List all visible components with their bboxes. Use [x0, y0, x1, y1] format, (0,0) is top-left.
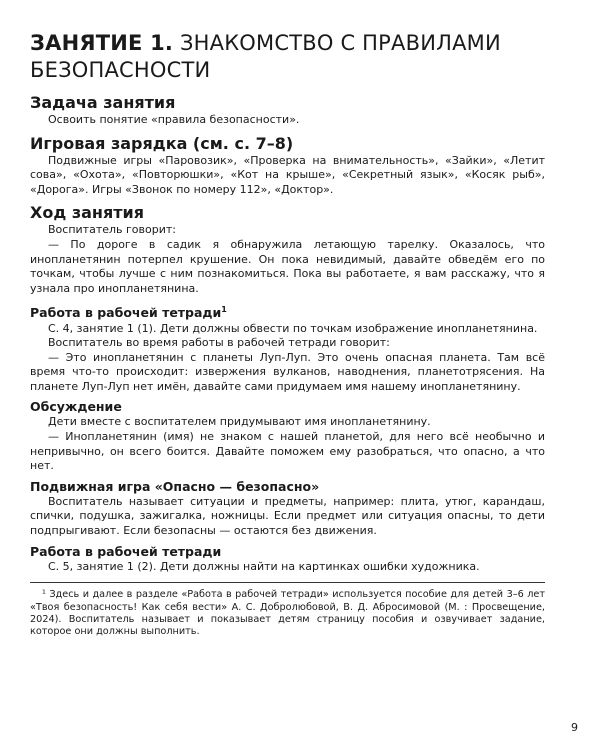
subsection-heading: Подвижная игра «Опасно — безопасно»	[30, 478, 320, 494]
section-task	[30, 93, 545, 128]
subsection-workbook-2	[30, 544, 545, 575]
page-number: 9	[571, 721, 578, 734]
footnote-divider	[30, 582, 545, 583]
section-heading: Ход занятия	[30, 203, 144, 223]
subsection-heading: Работа в рабочей тетради$^1$	[30, 305, 227, 321]
page-title	[30, 30, 545, 84]
paragraph: — Инопланетянин (имя) не знаком с нашей планетой, для него всё необычно и непривычно, он всего боится. Давайте поможем ему разобраться, что опасно, а что нет.	[30, 430, 545, 473]
lesson-title-text: ЗНАКОМСТВО С ПРАВИЛАМИ БЕЗОПАСНОСТИ	[30, 31, 501, 82]
subsection-discussion	[30, 399, 545, 473]
subsection-game	[30, 479, 545, 539]
paragraph: Подвижные игры «Паровозик», «Проверка на внимательность», «Зайки», «Летит сова», «Охота», «Повторюшки», «Кот на крыше», «Секретный язык», «Косяк рыб», «Дорога». Игры «Звонок по номеру 112», «Доктор».	[30, 153, 545, 196]
paragraph: Воспитатель во время работы в рабочей тетради говорит:	[48, 336, 390, 350]
paragraph: Освоить понятие «правила безопасности».	[48, 113, 300, 126]
paragraph: С. 5, занятие 1 (2). Дети должны найти на картинках ошибки художника.	[48, 559, 480, 573]
paragraph: Воспитатель говорит:	[48, 223, 176, 237]
paragraph: — Это инопланетянин с планеты Луп-Луп. Это очень опасная планета. Там всё время что-то происходит: извержения вулканов, наводнения, планетотрясения. На планете Луп-Луп нет имён, давайте сами придумаем имя нашему инопланетянину.	[30, 350, 545, 393]
lesson-number: ЗАНЯТИЕ 1.	[30, 31, 174, 55]
paragraph: С. 4, занятие 1 (1). Дети должны обвести по точкам изображение инопланетянина.	[48, 321, 538, 335]
section-heading: Задача занятия	[30, 93, 176, 112]
paragraph: Воспитатель называет ситуации и предметы, например: плита, утюг, карандаш, спички, подушка, зажигалка, ножницы. Если предмет или ситуация опасны, то дети подпрыгивают. Если безопасны — остаются без движения.	[30, 494, 545, 538]
paragraph: — По дороге в садик я обнаружила летающую тарелку. Оказалось, что инопланетянин потерпел крушение. Он пока невидимый, давайте обведём его по точкам, чтобы лучше с ним познакомиться. Пока вы работаете, я вам расскажу, что я узнала про инопланетянина.	[30, 237, 545, 295]
footnote	[30, 589, 545, 639]
section-course	[30, 203, 545, 296]
paragraph: Дети вместе с воспитателем придумывают имя инопланетянину.	[48, 415, 431, 429]
footnote-mark[interactable]: 1	[221, 305, 227, 315]
footnote-text: ¹ Здесь и далее в разделе «Работа в рабочей тетради» используется пособие для детей 3–6 лет «Твоя безопасность! Как себя вести» А. С. Добролюбовой, В. Д. Абросимовой (М. : Просвещение, 2024). Воспитатель называет и показывает детям страницу пособия и озвучивает задание, которое они должны выполнить.	[30, 589, 545, 638]
section-warmup	[30, 134, 545, 198]
subsection-heading: Обсуждение	[30, 399, 122, 415]
section-heading: Игровая зарядка (см. с. 7–8)	[30, 133, 294, 153]
subsection-heading: Работа в рабочей тетради	[30, 543, 222, 559]
subsection-workbook-1	[30, 302, 545, 394]
